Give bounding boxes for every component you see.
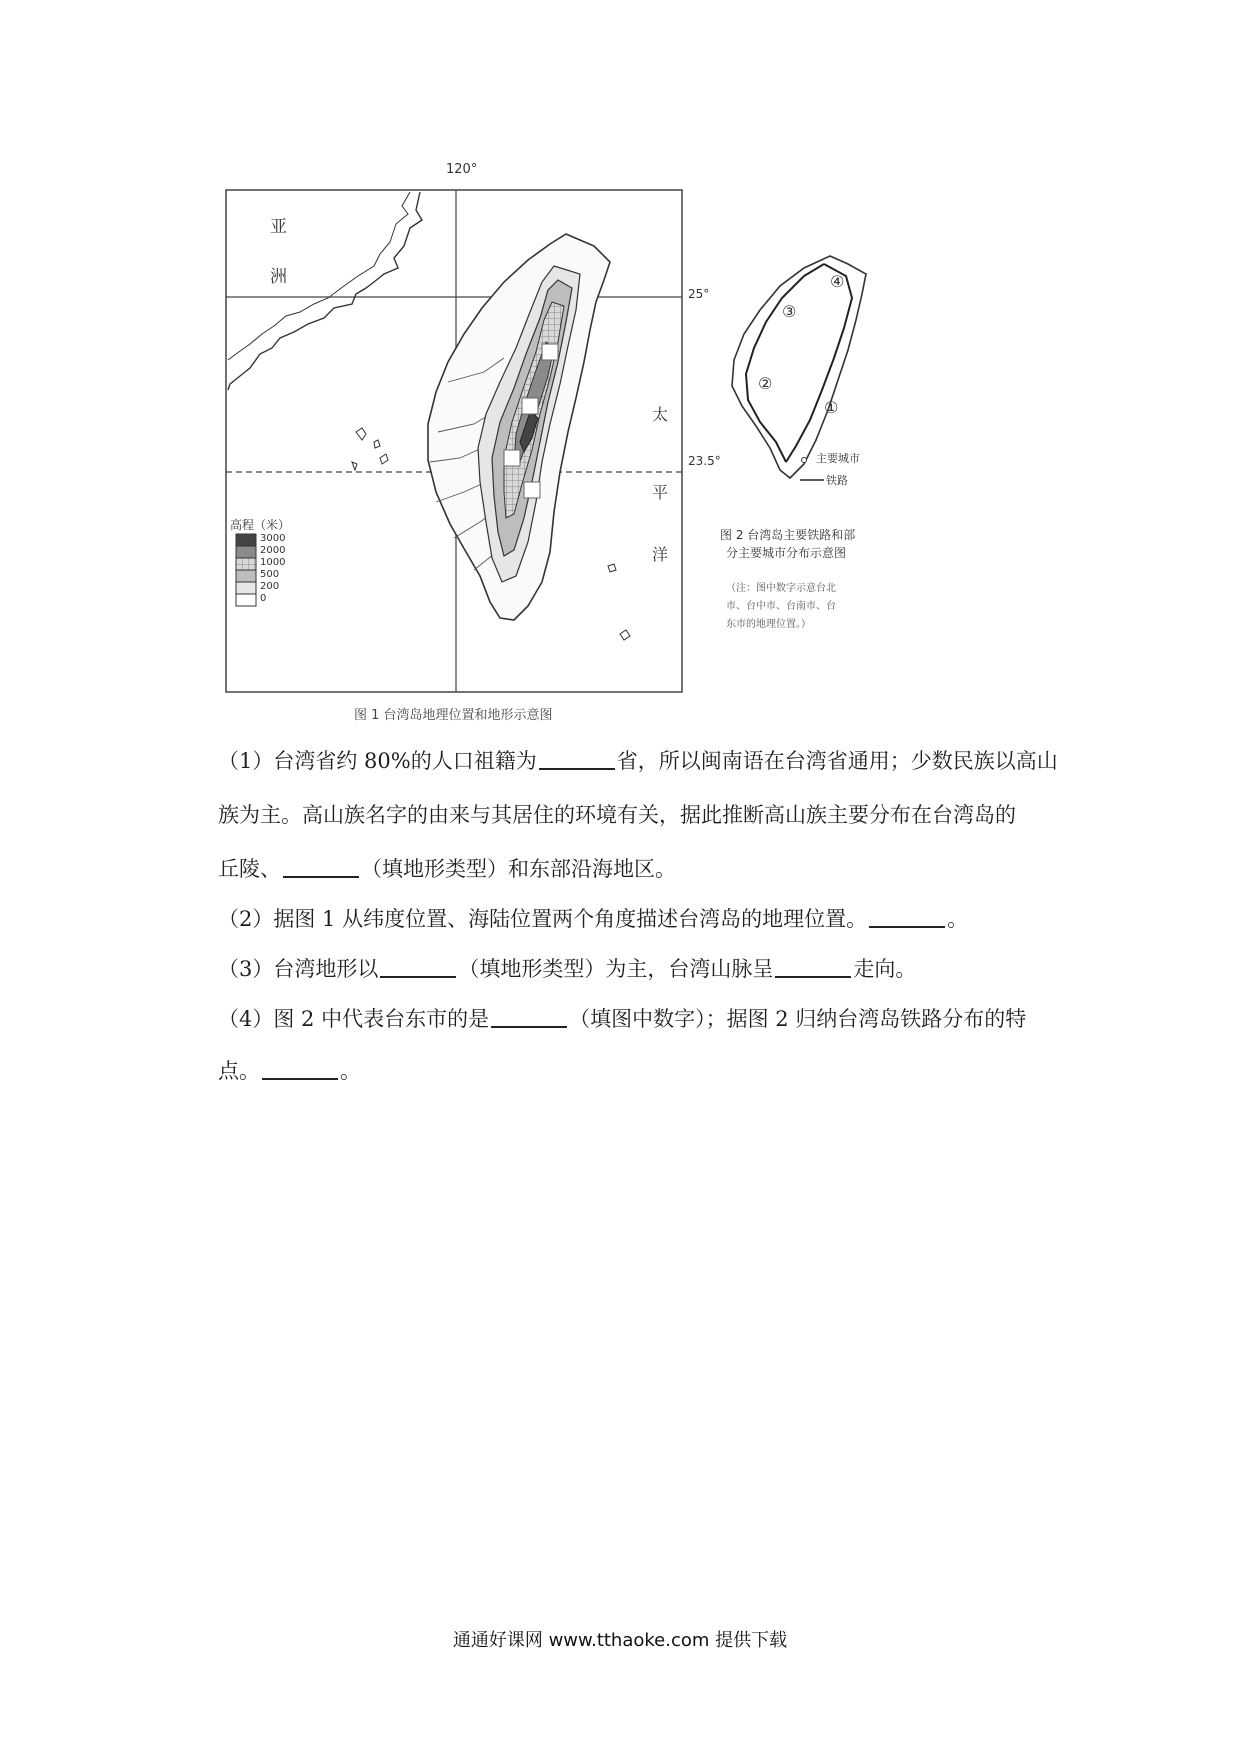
q1-text: （填地形类型）和东部沿海地区。 [361,857,676,881]
q4-text: 。 [340,1059,361,1083]
continent-char-2: 洲 [270,267,287,287]
legend-level: 500 [260,569,280,580]
ocean-char-2: 平 [652,483,669,502]
q4-text: （4）图 2 中代表台东市的是 [218,1007,490,1031]
question-1-line-3 [218,854,676,884]
question-4-line-2 [218,1056,361,1086]
legend-level: 1000 [260,557,286,568]
caption-line: 分主要城市分布示意图 [726,546,847,560]
answer-blank[interactable] [262,1058,338,1080]
railway-line [746,264,852,462]
question-4-line-1 [218,1004,1026,1034]
answer-blank[interactable] [869,906,945,928]
figure1-map-svg [224,162,684,702]
q1-text: 丘陵、 [218,857,281,881]
question-2 [218,904,968,934]
question-1-line-2: 族为主。高山族名字的由来与其居住的环境有关，据此推断高山族主要分布在台湾岛的 [218,803,1016,827]
marker-2: ② [758,374,773,393]
ocean-char-3: 洋 [652,545,669,564]
figure2-railway-map [720,250,930,650]
note-line: （注：图中数字示意台北 [726,583,836,594]
q3-text: 走向。 [853,957,917,981]
q4-text: （填图中数字）；据图 2 归纳台湾岛铁路分布的特 [569,1007,1027,1031]
q2-text: 。 [947,907,969,931]
legend-level: 200 [260,581,280,592]
legend-title: 高程（米） [230,518,291,532]
answer-blank[interactable] [283,856,359,878]
continent-char-1: 亚 [270,217,287,237]
note-line: 市、台中市、台南市、台 [726,601,836,612]
legend-level: 0 [260,593,267,604]
answer-blank[interactable] [491,1006,567,1028]
answer-blank[interactable] [775,956,851,978]
figure1-taiwan-terrain-map [224,162,721,702]
lat-23-5-label: 23.5° [688,454,721,468]
question-1-line-1 [218,746,1058,776]
longitude-label: 120° [446,162,478,177]
q2-text: （2）据图 1 从纬度位置、海陆位置两个角度描述台湾岛的地理位置。 [218,907,868,931]
elevation-legend [236,534,256,606]
legend-level: 2000 [260,545,286,556]
mainland-coastline [228,192,422,390]
legend-city-label: 主要城市 [816,452,860,465]
question-3 [218,954,916,984]
lat-25-label: 25° [688,287,710,301]
figure2-note [726,580,836,634]
q1-text: （1）台湾省约 80%的人口祖籍为 [218,749,537,773]
ocean-char-1: 太 [652,405,669,424]
marker-4: ④ [830,272,845,291]
answer-blank[interactable] [539,748,615,770]
q3-text: （填地形类型）为主，台湾山脉呈 [458,957,774,981]
figure1-caption: 图 1 台湾岛地理位置和地形示意图 [354,708,553,723]
city-legend-symbol [802,458,807,463]
footer-watermark: 通通好课网 www.tthaoke.com 提供下载 [452,1630,788,1651]
note-line: 东市的地理位置。） [726,619,811,630]
figure2-caption [720,526,855,562]
q3-text: （3）台湾地形以 [218,957,379,981]
marker-3: ③ [782,302,797,321]
answer-blank[interactable] [380,956,456,978]
q4-text: 点。 [218,1059,260,1083]
marker-1: ① [824,398,839,417]
legend-rail-label: 铁路 [826,474,848,487]
q1-text: 省，所以闽南语在台湾省通用；少数民族以高山 [616,749,1058,773]
caption-line: 图 2 台湾岛主要铁路和部 [720,528,856,542]
legend-level: 3000 [260,533,286,544]
legend-levels [260,533,285,605]
taiwan-outline-2 [732,256,866,478]
